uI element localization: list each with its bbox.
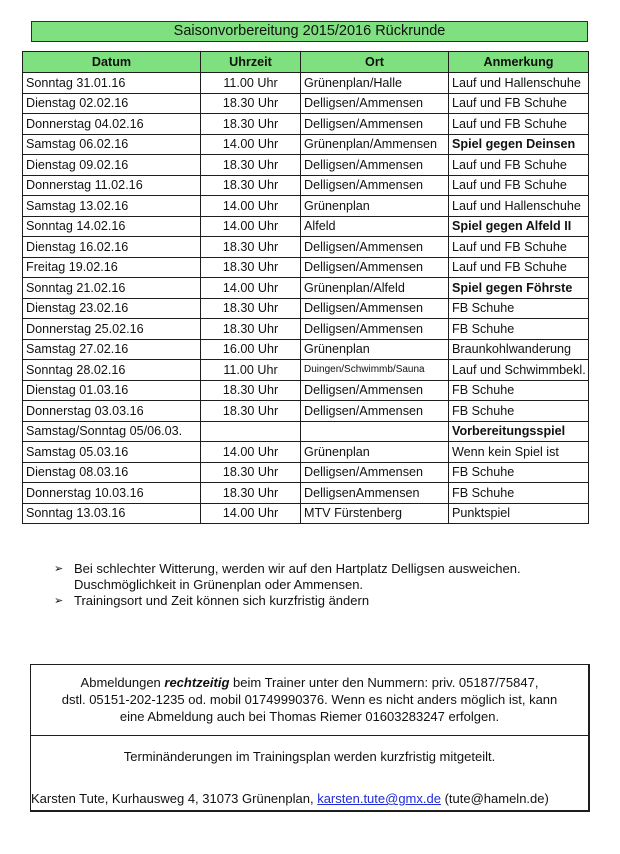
note-item [54, 593, 521, 609]
cell-anmerkung: Lauf und FB Schuhe [449, 257, 589, 278]
cell-datum: Dienstag 08.03.16 [23, 462, 201, 483]
cell-uhrzeit: 18.30 Uhr [201, 93, 301, 114]
table-row [23, 237, 589, 258]
alternate-email-text: (tute@hameln.de) [440, 791, 549, 806]
cell-uhrzeit: 18.30 Uhr [201, 175, 301, 196]
cell-ort: DelligsenAmmensen [301, 483, 449, 504]
column-header-uhrzeit: Uhrzeit [201, 52, 301, 73]
cell-ort: Alfeld [301, 216, 449, 237]
cell-datum: Samstag/Sonntag 05/06.03. [23, 421, 201, 442]
cell-ort: Grünenplan/Ammensen [301, 134, 449, 155]
cell-datum: Samstag 27.02.16 [23, 339, 201, 360]
box-divider [31, 735, 588, 736]
cell-uhrzeit: 18.30 Uhr [201, 380, 301, 401]
cell-uhrzeit: 18.30 Uhr [201, 319, 301, 340]
cell-uhrzeit: 18.30 Uhr [201, 462, 301, 483]
table-row [23, 278, 589, 299]
cell-uhrzeit: 14.00 Uhr [201, 278, 301, 299]
cell-anmerkung: Punktspiel [449, 503, 589, 524]
cell-datum: Donnerstag 11.02.16 [23, 175, 201, 196]
cell-ort: Delligsen/Ammensen [301, 175, 449, 196]
cell-datum: Dienstag 02.02.16 [23, 93, 201, 114]
cell-anmerkung: Wenn kein Spiel ist [449, 442, 589, 463]
table-row [23, 442, 589, 463]
cell-anmerkung: FB Schuhe [449, 462, 589, 483]
cell-ort: MTV Fürstenberg [301, 503, 449, 524]
note-line: Duschmöglichkeit in Grünenplan oder Ammensen. [74, 577, 364, 592]
arrow-bullet-icon: ➢ [54, 563, 64, 575]
cell-datum: Freitag 19.02.16 [23, 257, 201, 278]
cell-anmerkung: Lauf und FB Schuhe [449, 155, 589, 176]
table-row [23, 73, 589, 94]
cell-ort: Delligsen/Ammensen [301, 319, 449, 340]
contact-text: beim Trainer unter den Nummern: priv. 05187/75847, [229, 675, 539, 690]
table-row [23, 360, 589, 381]
cell-anmerkung: Braunkohlwanderung [449, 339, 589, 360]
table-row [23, 93, 589, 114]
cell-anmerkung: Lauf und FB Schuhe [449, 114, 589, 135]
cell-anmerkung: FB Schuhe [449, 298, 589, 319]
column-header-datum: Datum [23, 52, 201, 73]
cell-anmerkung: FB Schuhe [449, 319, 589, 340]
table-row [23, 462, 589, 483]
cell-ort: Delligsen/Ammensen [301, 237, 449, 258]
cell-uhrzeit: 14.00 Uhr [201, 442, 301, 463]
cell-datum: Donnerstag 10.03.16 [23, 483, 201, 504]
table-row [23, 257, 589, 278]
cell-anmerkung: Lauf und FB Schuhe [449, 237, 589, 258]
cell-uhrzeit: 14.00 Uhr [201, 503, 301, 524]
cell-datum: Donnerstag 25.02.16 [23, 319, 201, 340]
cell-uhrzeit: 14.00 Uhr [201, 196, 301, 217]
cell-uhrzeit: 14.00 Uhr [201, 134, 301, 155]
table-row [23, 503, 589, 524]
cell-datum: Samstag 05.03.16 [23, 442, 201, 463]
cell-datum: Samstag 06.02.16 [23, 134, 201, 155]
cell-ort: Grünenplan/Halle [301, 73, 449, 94]
cell-datum: Dienstag 23.02.16 [23, 298, 201, 319]
cell-uhrzeit: 18.30 Uhr [201, 401, 301, 422]
table-row [23, 216, 589, 237]
table-row [23, 339, 589, 360]
table-row [23, 196, 589, 217]
cell-anmerkung: FB Schuhe [449, 401, 589, 422]
cell-datum: Sonntag 14.02.16 [23, 216, 201, 237]
cell-anmerkung: Vorbereitungsspiel [449, 421, 589, 442]
cell-uhrzeit [201, 421, 301, 442]
column-header-anmerkung: Anmerkung [449, 52, 589, 73]
cell-datum: Dienstag 16.02.16 [23, 237, 201, 258]
cell-datum: Donnerstag 03.03.16 [23, 401, 201, 422]
cell-uhrzeit: 16.00 Uhr [201, 339, 301, 360]
cell-ort: Delligsen/Ammensen [301, 462, 449, 483]
email-link[interactable]: karsten.tute@gmx.de [317, 791, 441, 806]
contact-text: Abmeldungen [80, 675, 165, 690]
cell-ort: Delligsen/Ammensen [301, 155, 449, 176]
cell-uhrzeit: 18.30 Uhr [201, 257, 301, 278]
cell-ort: Delligsen/Ammensen [301, 401, 449, 422]
note-line: Trainingsort und Zeit können sich kurzfristig ändern [74, 593, 370, 608]
table-row [23, 298, 589, 319]
cell-anmerkung: Lauf und Schwimmbekl. [449, 360, 589, 381]
contact-line [31, 674, 588, 691]
contact-line: eine Abmeldung auch bei Thomas Riemer 01603283247 erfolgen. [119, 709, 500, 724]
cell-anmerkung: Spiel gegen Deinsen [449, 134, 589, 155]
cell-anmerkung: FB Schuhe [449, 380, 589, 401]
cell-ort [301, 421, 449, 442]
schedule-changes-notice: Terminänderungen im Trainingsplan werden kurzfristig mitgeteilt. [123, 749, 496, 764]
cell-anmerkung: Lauf und FB Schuhe [449, 93, 589, 114]
table-row [23, 483, 589, 504]
cell-ort: Grünenplan [301, 339, 449, 360]
cell-anmerkung: Lauf und Hallenschuhe [449, 196, 589, 217]
cell-ort: Grünenplan [301, 196, 449, 217]
table-row [23, 319, 589, 340]
table-row [23, 134, 589, 155]
table-header-row [23, 52, 589, 73]
table-row [23, 421, 589, 442]
cell-datum: Sonntag 31.01.16 [23, 73, 201, 94]
cell-ort: Delligsen/Ammensen [301, 257, 449, 278]
cell-datum: Dienstag 01.03.16 [23, 380, 201, 401]
page-title: Saisonvorbereitung 2015/2016 Rückrunde [31, 21, 588, 42]
cell-ort: Delligsen/Ammensen [301, 114, 449, 135]
cell-anmerkung: Spiel gegen Alfeld II [449, 216, 589, 237]
cell-ort: Grünenplan [301, 442, 449, 463]
table-row [23, 401, 589, 422]
cell-uhrzeit: 18.30 Uhr [201, 298, 301, 319]
contact-line: dstl. 05151-202-1235 od. mobil 01749990376. Wenn es nicht anders möglich ist, kann [61, 692, 558, 707]
table-row [23, 175, 589, 196]
contact-box [30, 664, 590, 812]
training-schedule-table [22, 51, 589, 524]
table-row [23, 114, 589, 135]
contact-info [31, 674, 588, 725]
note-line: Bei schlechter Witterung, werden wir auf den Hartplatz Delligsen ausweichen. [74, 561, 521, 576]
cell-uhrzeit: 11.00 Uhr [201, 360, 301, 381]
notes-list [54, 561, 521, 609]
cell-ort: Delligsen/Ammensen [301, 380, 449, 401]
cell-uhrzeit: 18.30 Uhr [201, 237, 301, 258]
cell-anmerkung: Lauf und FB Schuhe [449, 175, 589, 196]
emphasis-text: rechtzeitig [164, 675, 230, 690]
cell-uhrzeit: 18.30 Uhr [201, 155, 301, 176]
cell-ort: Duingen/Schwimmb/Sauna [301, 360, 449, 381]
cell-ort: Delligsen/Ammensen [301, 93, 449, 114]
column-header-ort: Ort [301, 52, 449, 73]
cell-ort: Delligsen/Ammensen [301, 298, 449, 319]
cell-anmerkung: FB Schuhe [449, 483, 589, 504]
cell-anmerkung: Spiel gegen Föhrste [449, 278, 589, 299]
cell-anmerkung: Lauf und Hallenschuhe [449, 73, 589, 94]
trainer-address [31, 791, 549, 806]
cell-ort: Grünenplan/Alfeld [301, 278, 449, 299]
cell-uhrzeit: 11.00 Uhr [201, 73, 301, 94]
arrow-bullet-icon: ➢ [54, 595, 64, 607]
note-item [54, 561, 521, 593]
cell-datum: Sonntag 13.03.16 [23, 503, 201, 524]
table-row [23, 380, 589, 401]
cell-uhrzeit: 18.30 Uhr [201, 483, 301, 504]
table-row [23, 155, 589, 176]
address-text: Karsten Tute, Kurhausweg 4, 31073 Grünenplan, [31, 791, 318, 806]
cell-datum: Sonntag 28.02.16 [23, 360, 201, 381]
cell-datum: Sonntag 21.02.16 [23, 278, 201, 299]
cell-datum: Donnerstag 04.02.16 [23, 114, 201, 135]
cell-datum: Samstag 13.02.16 [23, 196, 201, 217]
cell-datum: Dienstag 09.02.16 [23, 155, 201, 176]
cell-uhrzeit: 14.00 Uhr [201, 216, 301, 237]
cell-uhrzeit: 18.30 Uhr [201, 114, 301, 135]
